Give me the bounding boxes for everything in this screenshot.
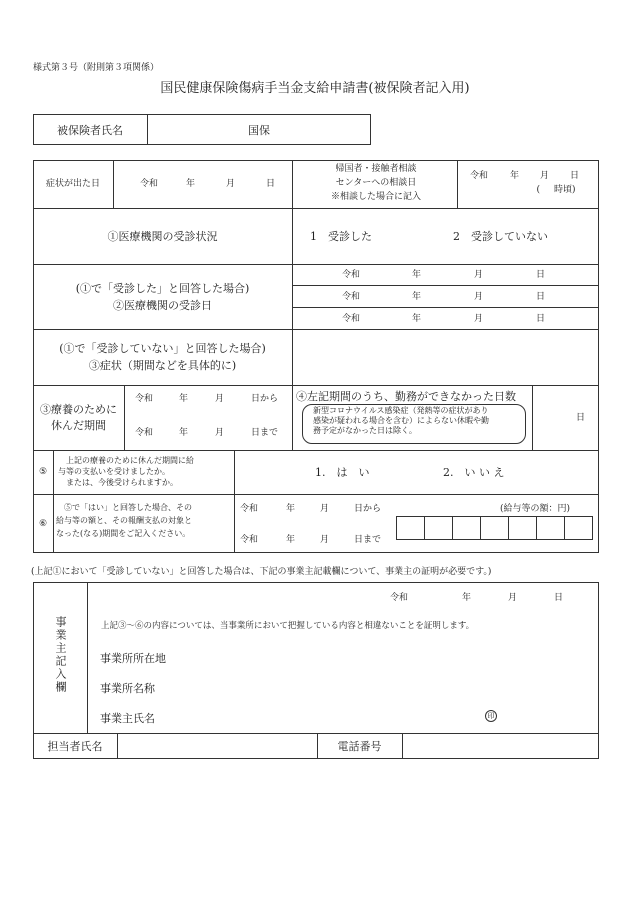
form-title: 国民健康保険傷病手当金支給申請書(被保険者記入用) [160, 81, 470, 96]
q5-option-yes[interactable]: 1. は い [315, 466, 370, 479]
q6-amount-label: (給与等の額：円) [500, 504, 571, 514]
q2-visit-date-1[interactable]: 令和 年 月 日 [342, 269, 546, 280]
q6-to-date[interactable]: 令和 年 月 日まで [240, 535, 382, 545]
q6-label: ⑤で「はい」と回答した場合、その 給与等の額と、その報酬支払の対象と なった(なる)期間をご記入ください。 [56, 503, 192, 538]
q3-label: (①で「受診していない」と回答した場合) ③症状（期間などを具体的に) [59, 342, 266, 372]
q4-label: ④左記期間のうち、勤務ができなかった日数 [296, 390, 516, 403]
q3-symptoms-field[interactable] [293, 330, 598, 384]
insured-name-label: 被保険者氏名 [57, 123, 123, 137]
q1-option-yes[interactable]: 1 受診した [310, 230, 372, 243]
center-label: 帰国者・接触者相談 センターへの相談日 ※相談した場合に記入 [330, 164, 421, 202]
q3b-label: ③療養のために 休んだ期間 [40, 402, 117, 432]
insured-name-value[interactable]: 国保 [248, 123, 270, 137]
q5-number: ⑤ [38, 467, 48, 477]
phone-field[interactable] [403, 734, 598, 758]
q6-number: ⑥ [38, 518, 48, 529]
q4-days-field[interactable]: 日 [575, 412, 585, 423]
q2-visit-date-2[interactable]: 令和 年 月 日 [342, 291, 546, 302]
q6-from-date[interactable]: 令和 年 月 日から [240, 504, 382, 514]
q3b-from-date[interactable]: 令和 年 月 日から [135, 394, 279, 404]
owner-name-label: 事業主氏名 [100, 712, 155, 725]
q5-option-no[interactable]: 2. い い え [443, 466, 505, 479]
center-date[interactable]: 令和 年 月 日 ( 時頃) [470, 171, 580, 195]
q2-label: (①で「受診した」と回答した場合) ②医療機関の受診日 [75, 281, 250, 312]
staff-name-field[interactable] [118, 734, 316, 758]
q1-label: ①医療機関の受診状況 [107, 230, 218, 243]
staff-name-label: 担当者氏名 [47, 740, 103, 753]
q5-label: 上記の療養のために休んだ期間に給 与等の支払いを受けましたか。 または、今後受けられますか。 [58, 456, 194, 487]
employer-side-label: 事業主記入欄 [54, 616, 67, 694]
q2-visit-date-3[interactable]: 令和 年 月 日 [342, 313, 546, 324]
onset-label: 症状が出た日 [45, 179, 100, 189]
q4-note: 新型コロナウイルス感染症（発熱等の症状があり 感染が疑われる場合を含む）によらない休暇や勤 務予定がなかった日は除く。 [302, 404, 526, 444]
employer-date[interactable]: 令和 年 月 日 [390, 593, 564, 603]
onset-date[interactable]: 令和 年 月 日 [140, 179, 276, 189]
q1-option-no[interactable]: 2 受診していない [453, 230, 548, 243]
phone-label: 電話番号 [337, 740, 382, 753]
q3b-to-date[interactable]: 令和 年 月 日まで [135, 428, 279, 438]
seal-mark-icon: 印 [485, 710, 497, 722]
business-name-label: 事業所名称 [100, 682, 155, 695]
form-number: 様式第３号（附則第３項関係） [33, 63, 160, 73]
employer-cert-text: 上記③～⑥の内容については、当事業所において把握している内容と相違ないことを証明します。 [101, 621, 475, 631]
business-address-label: 事業所所在地 [100, 652, 166, 665]
employer-note: (上記①において「受診していない」と回答した場合は、下記の事業主記載欄について、事業主の証明が必要です。) [31, 567, 492, 577]
